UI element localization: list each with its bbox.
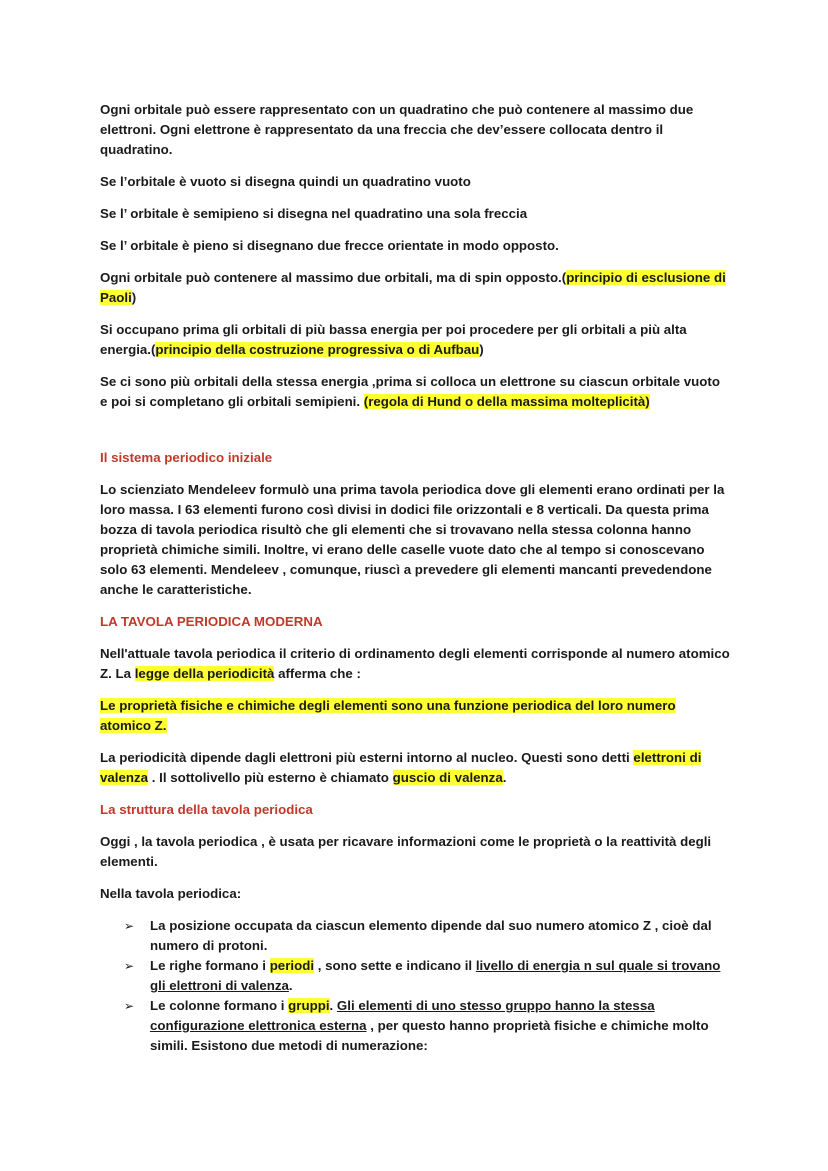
paragraph-oggi: Oggi , la tavola periodica , è usata per ricavare informazioni come le proprietà o la reattività degli elementi. <box>100 834 712 869</box>
highlight-periodi: periodi <box>269 958 315 973</box>
arrow-bullet-icon: ➢ <box>124 919 135 933</box>
highlight-gruppi: gruppi <box>288 998 330 1013</box>
highlight-hund: (regola di Hund o della massima molteplicità) <box>363 394 650 409</box>
underline-configurazione: Gli elementi di uno stesso gruppo hanno la stessa configurazione elettronica esterna <box>150 998 655 1033</box>
heading-tavola-moderna: LA TAVOLA PERIODICA MODERNA <box>100 614 323 629</box>
list-item: ➢ La posizione occupata da ciascun elemento dipende dal suo numero atomico Z , cioè dal numero di protoni. <box>124 918 712 953</box>
paragraph-orbital-box: Ogni orbitale può essere rappresentato con un quadratino che può contenere al massimo due elettroni. Ogni elettrone è rappresentato da una freccia che dev’essere collocata dentro il quadratino. <box>100 102 694 157</box>
bullet-list <box>100 916 730 1056</box>
paragraph-nella-tavola: Nella tavola periodica: <box>100 886 242 901</box>
paragraph-half-orbital: Se l’ orbitale è semipieno si disegna nel quadratino una sola freccia <box>100 206 528 221</box>
arrow-bullet-icon: ➢ <box>124 959 135 973</box>
paragraph-valenza: La periodicità dipende dagli elettroni più esterni intorno al nucleo. Questi sono detti elettroni di valenza . Il sottolivello più esterno è chiamato guscio di valenza. <box>100 750 702 785</box>
heading-struttura: La struttura della tavola periodica <box>100 802 313 817</box>
paragraph-aufbau: Si occupano prima gli orbitali di più bassa energia per poi procedere per gli orbitali a più alta energia.(principio della costruzione progressiva o di Aufbau) <box>100 322 687 357</box>
paragraph-legge-periodicita: Nell'attuale tavola periodica il criterio di ordinamento degli elementi corrisponde al numero atomico Z. La legge della periodicità afferma che : <box>100 646 730 681</box>
arrow-bullet-icon: ➢ <box>124 999 135 1013</box>
paragraph-definition <box>100 696 730 736</box>
highlight-aufbau: principio della costruzione progressiva o di Aufbau <box>155 342 480 357</box>
underline-livello-energia: livello di energia n sul quale si trovano gli elettroni di valenza <box>150 958 721 993</box>
paragraph-mendeleev: Lo scienziato Mendeleev formulò una prima tavola periodica dove gli elementi erano ordinati per la loro massa. I 63 elementi furono così divisi in dodici file orizzontali e 8 verticali. Da questa prima bozza di tavola periodica risultò che gli elementi che si trovavano nella stessa colonna hanno proprietà chimiche simili. Inoltre, vi erano delle caselle vuote dato che al tempo si conoscevano solo 63 elementi. Mendeleev , comunque, riuscì a prevedere gli elementi mancanti prevedendone anche le caratteristiche. <box>100 482 725 597</box>
highlight-definition: Le proprietà fisiche e chimiche degli elementi sono una funzione periodica del loro numero atomico Z. <box>100 698 676 733</box>
highlight-guscio-valenza: guscio di valenza <box>392 770 503 785</box>
highlight-legge: legge della periodicità <box>134 666 275 681</box>
list-item: ➢ Le colonne formano i gruppi. Gli elementi di uno stesso gruppo hanno la stessa configurazione elettronica esterna , per questo hanno proprietà fisiche e chimiche molto simili. Esistono due metodi di numerazione: <box>124 998 709 1053</box>
paragraph-pauli: Ogni orbitale può contenere al massimo due orbitali, ma di spin opposto.(principio di esclusione di Paoli) <box>100 270 726 305</box>
highlight-elettroni-valenza: elettroni di valenza <box>100 750 702 785</box>
paragraph-full-orbital: Se l’ orbitale è pieno si disegnano due frecce orientate in modo opposto. <box>100 238 559 253</box>
document-page <box>100 100 730 1056</box>
paragraph-hund: Se ci sono più orbitali della stessa energia ,prima si colloca un elettrone su ciascun orbitale vuoto e poi si completano gli orbitali semipieni. (regola di Hund o della massima molteplicità) <box>100 374 720 409</box>
paragraph-empty-orbital: Se l’orbitale è vuoto si disegna quindi un quadratino vuoto <box>100 174 471 189</box>
heading-sistema-periodico: Il sistema periodico iniziale <box>100 450 273 465</box>
highlight-pauli: principio di esclusione di Paoli <box>100 270 726 305</box>
list-item: ➢ Le righe formano i periodi , sono sette e indicano il livello di energia n sul quale si trovano gli elettroni di valenza. <box>124 958 721 993</box>
